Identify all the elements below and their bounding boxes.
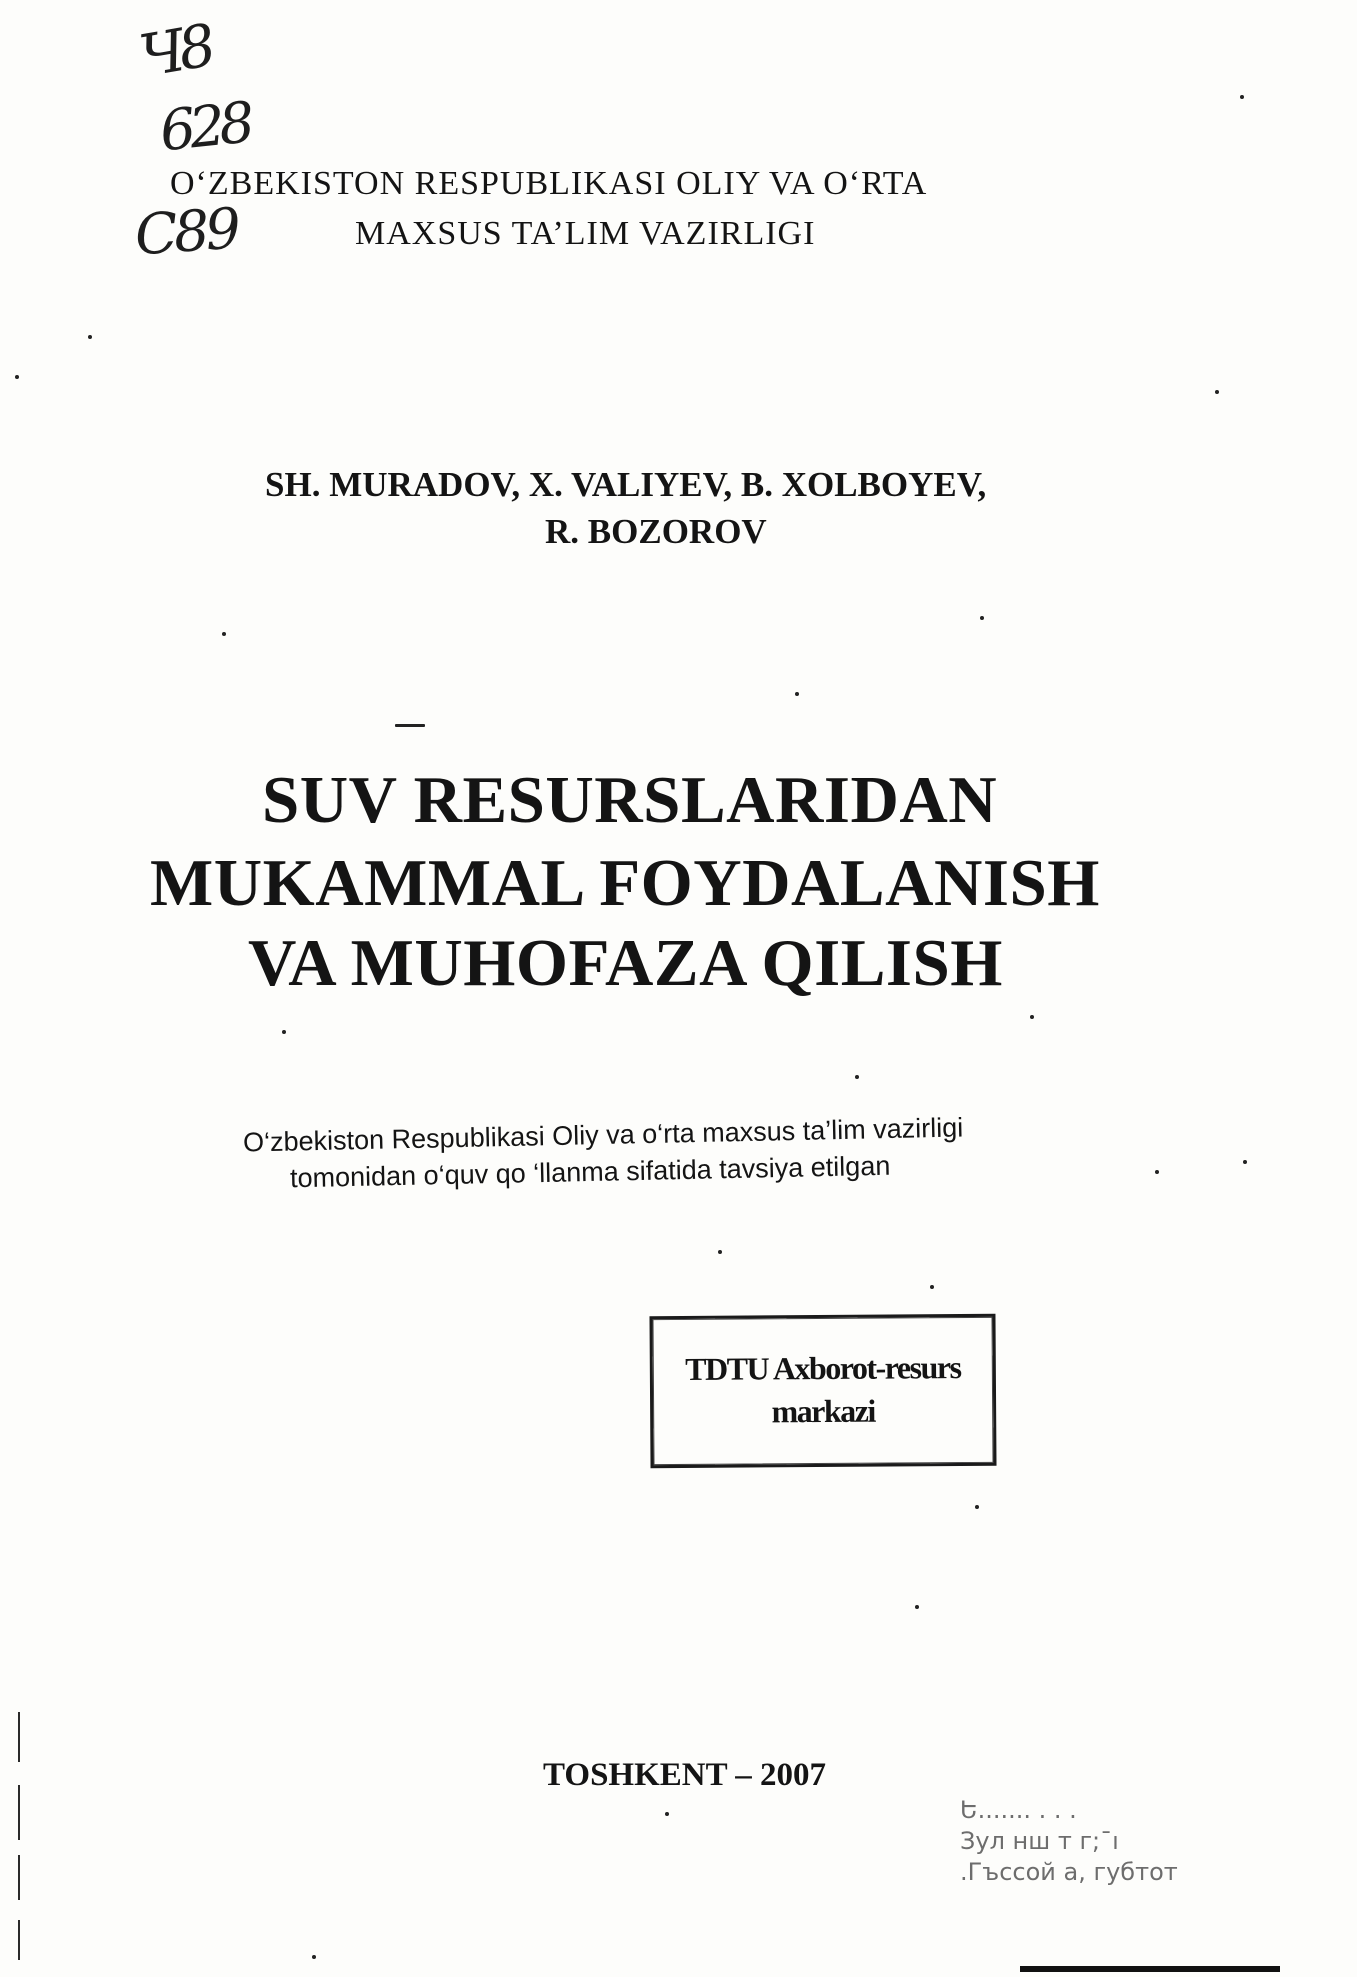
scan-edge-bar [1020,1966,1280,1972]
scan-speck [15,375,19,379]
handwritten-mark: C89 [132,196,240,269]
scan-speck [1215,390,1219,394]
library-stamp-line-2: markazi [771,1392,875,1430]
scan-edge-line [18,1712,20,1762]
scan-edge-line [18,1920,20,1960]
scan-speck [975,1505,979,1509]
scan-speck [980,616,984,620]
scan-speck [795,692,799,696]
faint-ownership-stamp [960,1795,1240,1905]
scan-speck [718,1250,722,1254]
authors-line-2: R. BOZOROV [545,512,767,551]
scan-speck [222,632,226,636]
authors-line-1: SH. MURADOV, X. VALIYEV, B. XOLBOYEV, [265,465,987,504]
recommendation-line-2: tomonidan o‘quv qo ‘llanma sifatida tavsiya etilgan [289,1150,891,1194]
scan-speck [1243,1160,1247,1164]
scan-speck [915,1605,919,1609]
faint-stamp-line-3: .Гъссой а, губтот [960,1858,1178,1887]
scan-speck [1030,1015,1034,1019]
handwritten-mark: 628 [156,90,252,165]
scan-speck [88,335,92,339]
ministry-heading-line-1: O‘ZBEKISTON RESPUBLIKASI OLIY VA O‘RTA [170,165,928,202]
scan-speck [855,1075,859,1079]
library-stamp [649,1314,996,1468]
handwritten-mark: Ч8 [134,11,216,91]
scan-speck [312,1955,316,1959]
scan-edge-line [18,1785,20,1840]
scan-speck [1240,95,1244,99]
book-title-line-2: MUKAMMAL FOYDALANISH [150,846,1100,920]
scan-speck [282,1030,286,1034]
faint-stamp-line-1: Ե....... . . . [960,1796,1077,1824]
book-title-line-1: SUV RESURSLARIDAN [262,763,998,837]
scan-speck [395,724,425,727]
faint-stamp-line-2: Зул нш т г;¯ı [960,1827,1119,1856]
scan-speck [930,1285,934,1289]
scan-edge-line [18,1855,20,1900]
book-title-line-3: VA MUHOFAZA QILISH [248,926,1003,1000]
recommendation-line-1: O‘zbekiston Respublikasi Oliy va o‘rta maxsus ta’lim vazirligi [242,1112,964,1158]
scan-speck [665,1812,669,1816]
imprint-city-year: TOSHKENT – 2007 [543,1757,827,1793]
library-stamp-line-1: TDTU Axborot-resurs [685,1349,961,1387]
ministry-heading-line-2: MAXSUS TA’LIM VAZIRLIGI [355,215,816,252]
scan-speck [1155,1170,1159,1174]
